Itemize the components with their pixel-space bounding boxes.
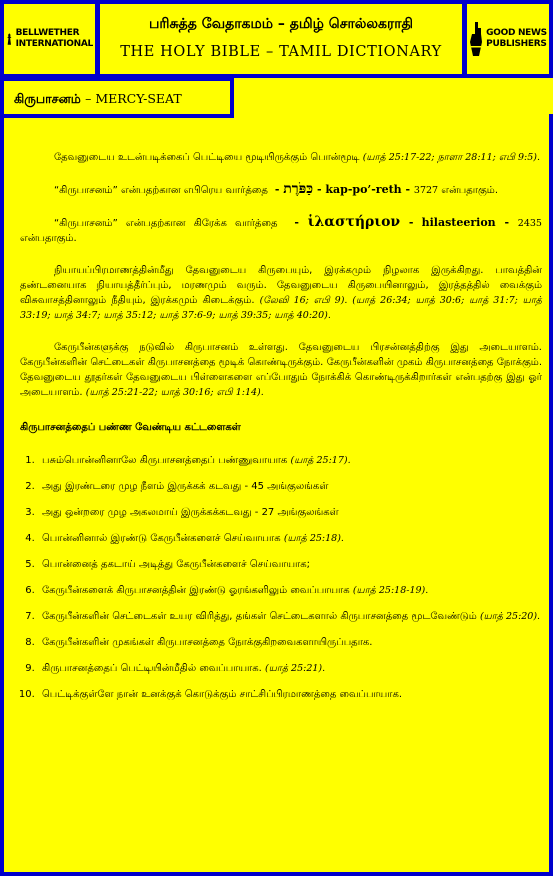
definition-paragraph (20, 150, 542, 165)
ram-icon (6, 24, 13, 54)
hand-icon (469, 22, 483, 56)
command-text: பெட்டிக்குள்ளே நான் உனக்குக் கொடுக்கும் சாட்சிப்பிரமாணத்தை வைப்பாயாக. (42, 689, 403, 700)
command-item (38, 453, 542, 468)
command-item (38, 557, 542, 572)
command-item (38, 635, 542, 650)
greek-word-paragraph: “கிருபாசனம்” என்பதற்கான கிரேக்க வார்த்தை - ἱλαστήριον - hilasteerion - 2435 என்பதாகும். (20, 214, 542, 244)
paragraph-tail: என்பதாகும். (20, 233, 77, 244)
hebrew-transliteration: kap-po’-reth (325, 183, 402, 196)
strongs-number: 2435 (517, 218, 542, 229)
command-item (38, 505, 542, 520)
command-text: கேருபீன்களைக் கிருபாசனத்தின் இரண்டு ஓரங்களிலும் வைப்பாயாக (42, 585, 350, 596)
topic-english: – MERCY-SEAT (85, 91, 182, 106)
header-title-box (96, 0, 466, 78)
command-text: பொன்னினால் இரண்டு கேருபீன்களைச் செய்வாயாக (42, 533, 281, 544)
command-text: பொன்னைத் தகடாய் அடித்து கேருபீன்களைச் செய்வாயாக; (42, 559, 311, 570)
command-text: அது ஒன்றரை முழ அகலமாய் இருக்கக்கடவது - 27 அங்குலங்கள் (42, 507, 339, 518)
paragraph-text: தேவனுடைய உடன்படிக்கைப் பெட்டியை மூடியிருக்கும் பொன்மூடி (54, 152, 360, 163)
hebrew-word: כַּפֹּרֶת (283, 181, 314, 197)
scripture-ref: (யாத் 25:18). (283, 533, 344, 544)
strongs-number: 3727 (413, 185, 439, 196)
cherubim-paragraph (20, 340, 542, 400)
command-item (38, 583, 542, 598)
scripture-ref: (யாத் 25:20). (479, 611, 541, 622)
paragraph-text: “கிருபாசனம்” என்பதற்கான கிரேக்க வார்த்தை (54, 218, 278, 229)
bellwether-logo (0, 0, 99, 78)
command-item (38, 479, 542, 494)
paragraph-text: கேருபீன்களுக்கு நடுவில் கிருபாசனம் உள்ளது. தேவனுடைய பிரசன்னத்திற்கு இது அடையாளம். கேருபீன்களின் செட்டைகள் கிருபாசனத்தை மூடிக் கொண்டிருக்கும். கேருபீன்களின் முகம் கிருபாசனத்தை நோக்கும். தேவனுடைய தூதர்கள் தேவனுடைய பிள்ளைகளை எப்போதும் நோக்கிக் கொண்டிருக்கிறார்கள் என்பதற்கு இது ஓர் அடையாளம். (20, 342, 542, 398)
paragraph-text: “கிருபாசனம்” என்பதற்கான எபிரெய வார்த்தை (54, 185, 268, 196)
scripture-ref: (யாத் 25:21-22; யாத் 30:16; எபி 1:14). (85, 387, 264, 398)
header-title-tamil: பரிசுத்த வேதாகமம் – தமிழ் சொல்லகராதி (149, 16, 413, 32)
scripture-ref: (லேவி 16; எபி 9). (யாத் 26:34; யாத் 30:6; யாத் 31:7; யாத் 33:19; யாத் 34:7; யாத் 35:12; யாத் 37:6-9; யாத் 39:35; யாத் 40:20). (20, 295, 542, 321)
command-item (38, 609, 542, 624)
paragraph-tail: என்பதாகும். (441, 185, 499, 196)
command-item (38, 531, 542, 546)
command-text: பசும்பொன்னினாலே கிருபாசனத்தைப் பண்ணுவாயாக (42, 455, 288, 466)
header-title-english: THE HOLY BIBLE – TAMIL DICTIONARY (120, 44, 442, 60)
scripture-ref: (யாத் 25:21). (265, 663, 326, 674)
entry-body (20, 150, 542, 713)
commands-heading: கிருபாசனத்தைப் பண்ண வேண்டிய கட்டளைகள் (20, 422, 241, 433)
command-text: கேருபீன்களின் முகங்கள் கிருபாசனத்தை நோக்குகிறவைகளாயிருப்பதாக. (42, 637, 373, 648)
main-content-box (0, 114, 553, 876)
scripture-ref: (யாத் 25:18-19). (352, 585, 429, 596)
command-text: கேருபீன்களின் செட்டைகள் உயர விரித்து, தங்கள் செட்டைகளால் கிருபாசனத்தை மூடவேண்டும் (42, 611, 477, 622)
topic-tamil: கிருபாசனம் (14, 91, 81, 106)
logo-line-2: PUBLISHERS (486, 39, 547, 49)
topic-title (4, 81, 230, 108)
good-news-logo (463, 0, 553, 78)
logo-line-1: GOOD NEWS (486, 28, 547, 38)
greek-transliteration: hilasteerion (421, 216, 496, 229)
logo-line-1: BELLWETHER (15, 28, 80, 38)
meaning-paragraph (20, 263, 542, 323)
paragraph-text: நியாயப்பிரமாணத்தின்மீது தேவனுடைய கிருபையும், இரக்கமும் நிழலாக இருக்கிறது. பாவத்தின் தண்டனையாக நியாயத்தீர்ப்பும், மரணமும் வரும். தேவனுடைய கிருபையினாலும், இரத்தத்தில் வைக்கும் விசுவாசத்தினாலும் நீதியும், இரக்கமும் கிடைக்கும். (20, 265, 542, 306)
command-text: கிருபாசனத்தைப் பெட்டியின்மீதில் வைப்பாயாக. (42, 663, 262, 674)
greek-word: ἱλαστήριον (307, 214, 401, 230)
command-item (38, 687, 542, 702)
scripture-ref: (யாத் 25:17). (290, 455, 351, 466)
topic-box (0, 77, 234, 118)
scripture-ref: (யாத் 25:17-22; நாளா 28:11; எபி 9:5). (362, 152, 540, 163)
logo-line-2: INTERNATIONAL (15, 39, 93, 49)
commands-list (20, 453, 542, 702)
command-item (38, 661, 542, 676)
hebrew-word-paragraph: “கிருபாசனம்” என்பதற்கான எபிரெய வார்த்தை - כַּפֹּרֶת - kap-po’-reth - 3727 என்பதாகும். (54, 181, 499, 197)
command-text: அது இரண்டரை முழ நீளம் இருக்கக் கடவது - 45 அங்குலங்கள் (42, 481, 329, 492)
